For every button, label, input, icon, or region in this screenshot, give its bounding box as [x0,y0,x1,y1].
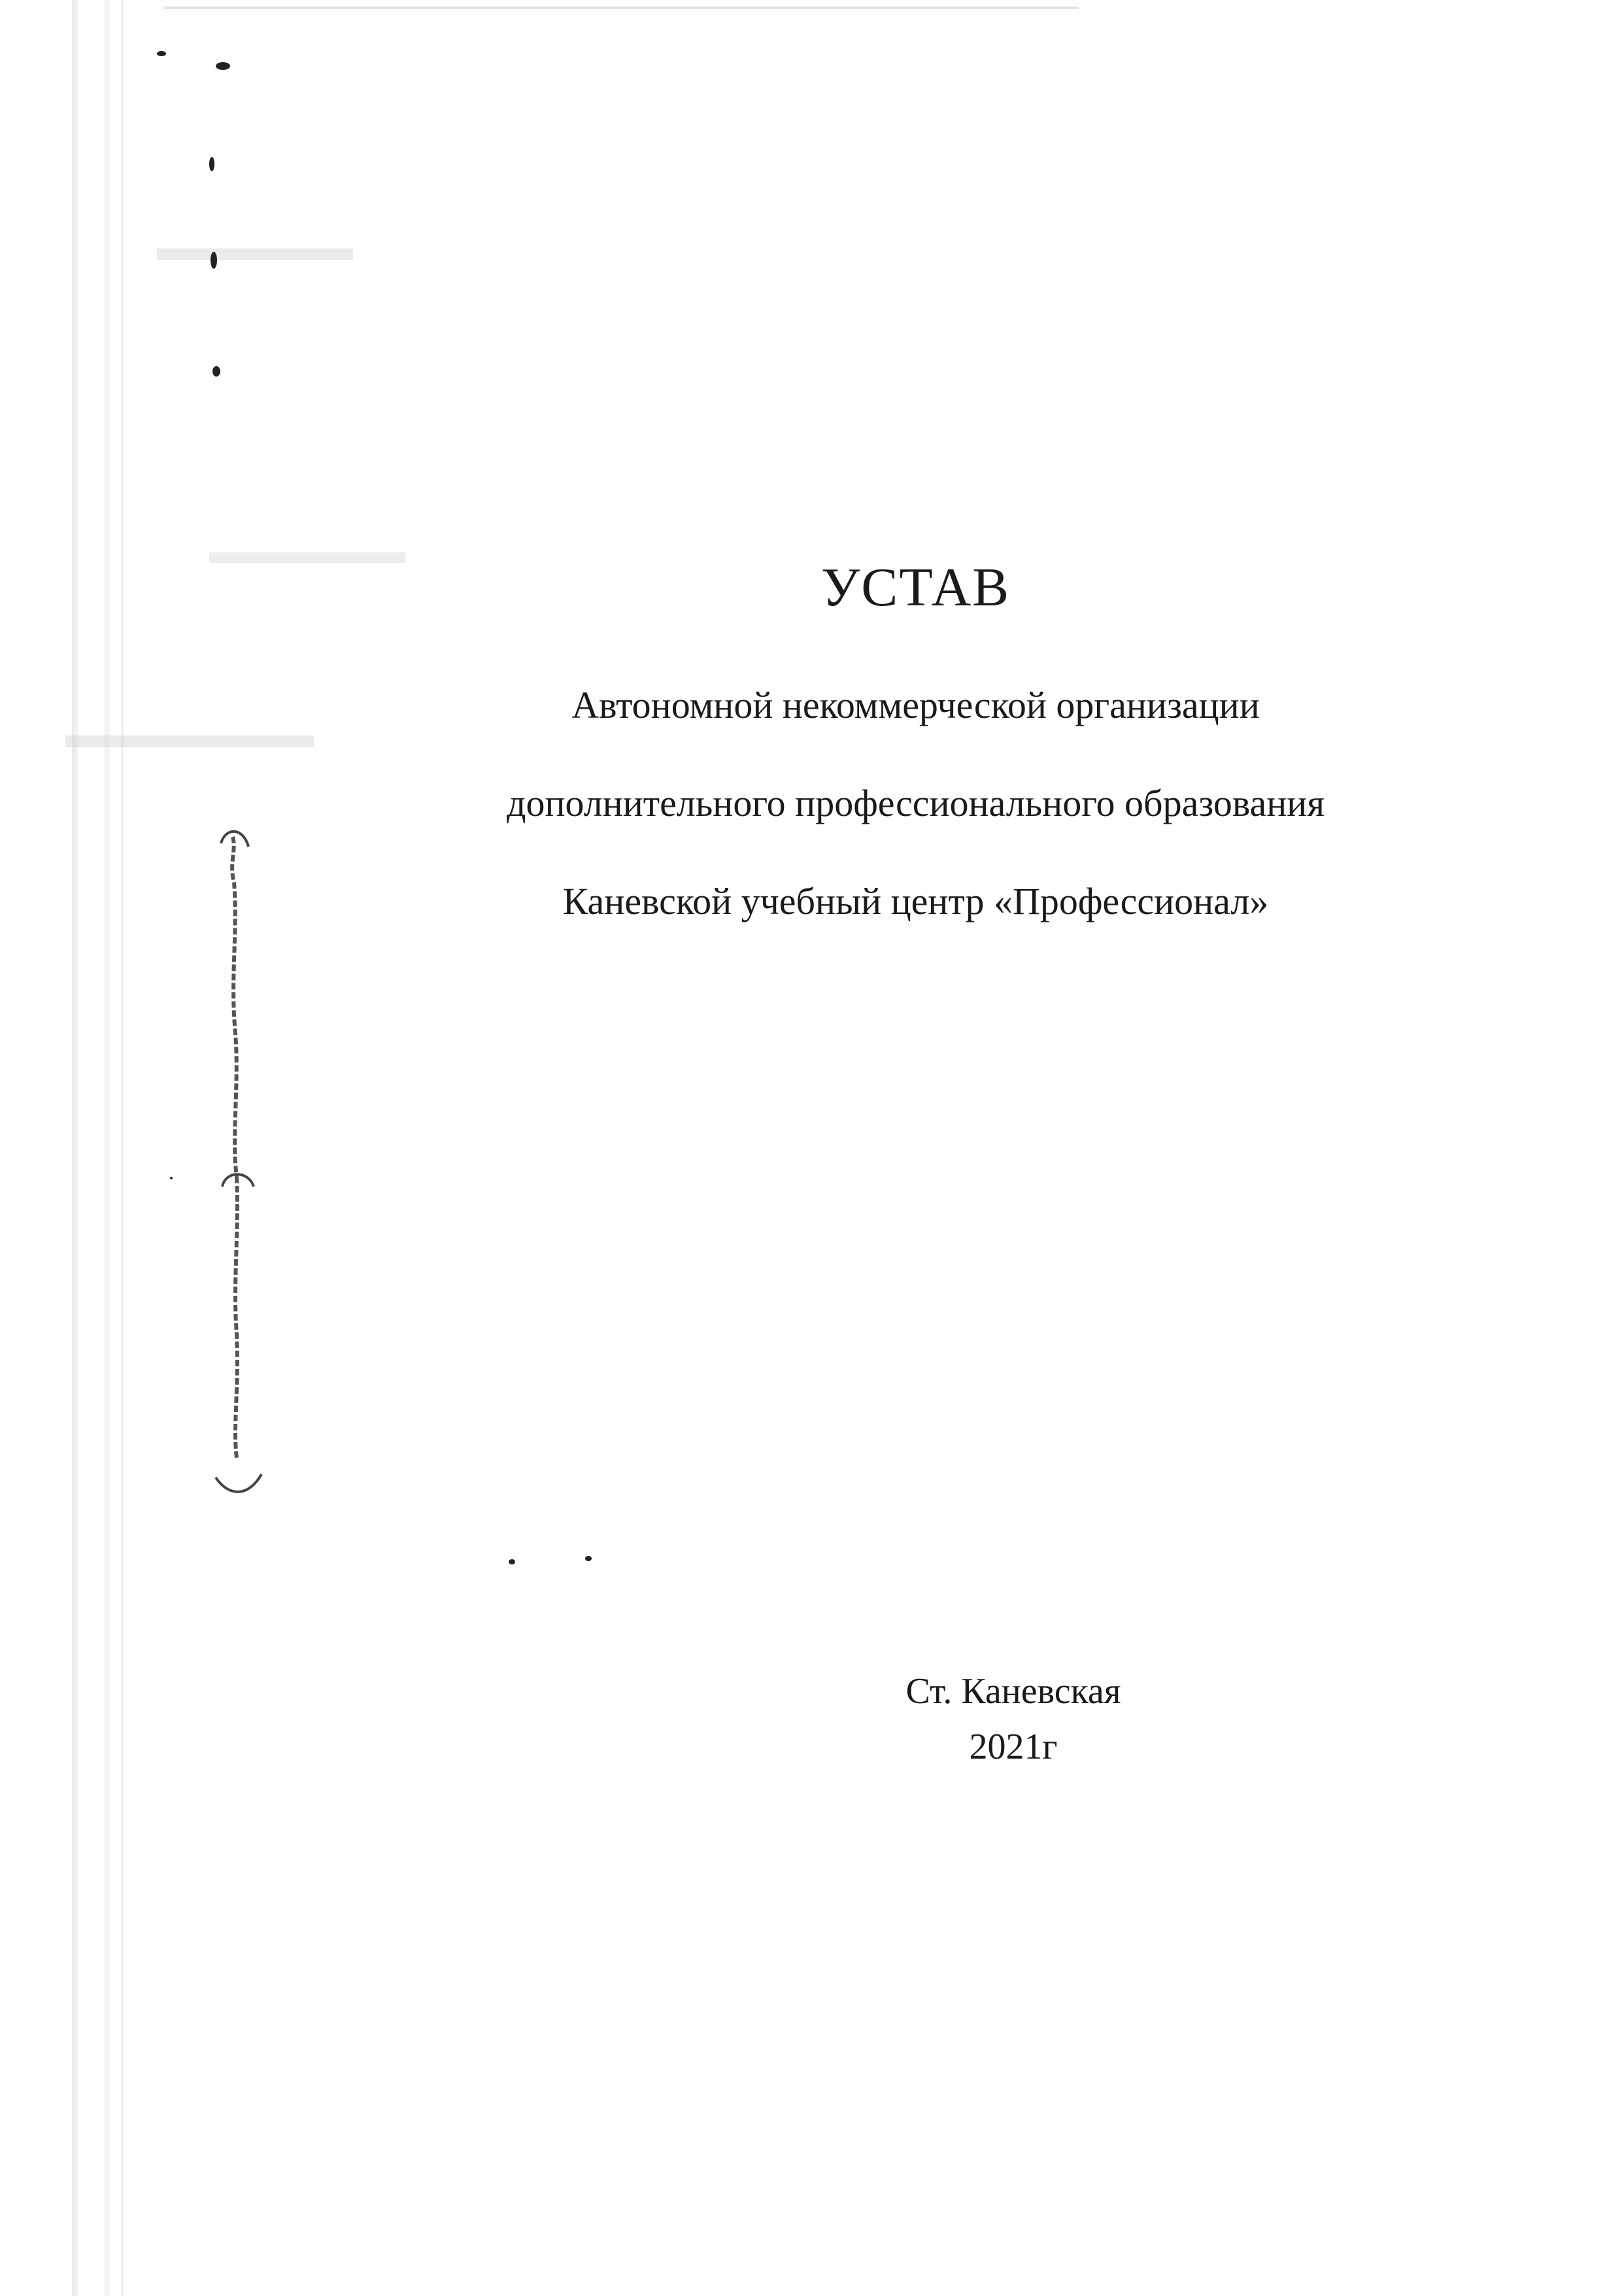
year-of-issue: 2021г [969,1727,1058,1767]
scan-speck [585,1556,592,1561]
place-of-issue: Ст. Каневская [905,1671,1121,1712]
organization-name-line-2: дополнительного профессионального образования [506,782,1325,824]
scan-speck [509,1559,515,1564]
organization-name-line-1: Автономной некоммерческой организации [571,684,1260,726]
document-title: УСТАВ [820,557,1011,618]
organization-name-line-3: Каневской учебный центр «Профессионал» [562,880,1269,922]
